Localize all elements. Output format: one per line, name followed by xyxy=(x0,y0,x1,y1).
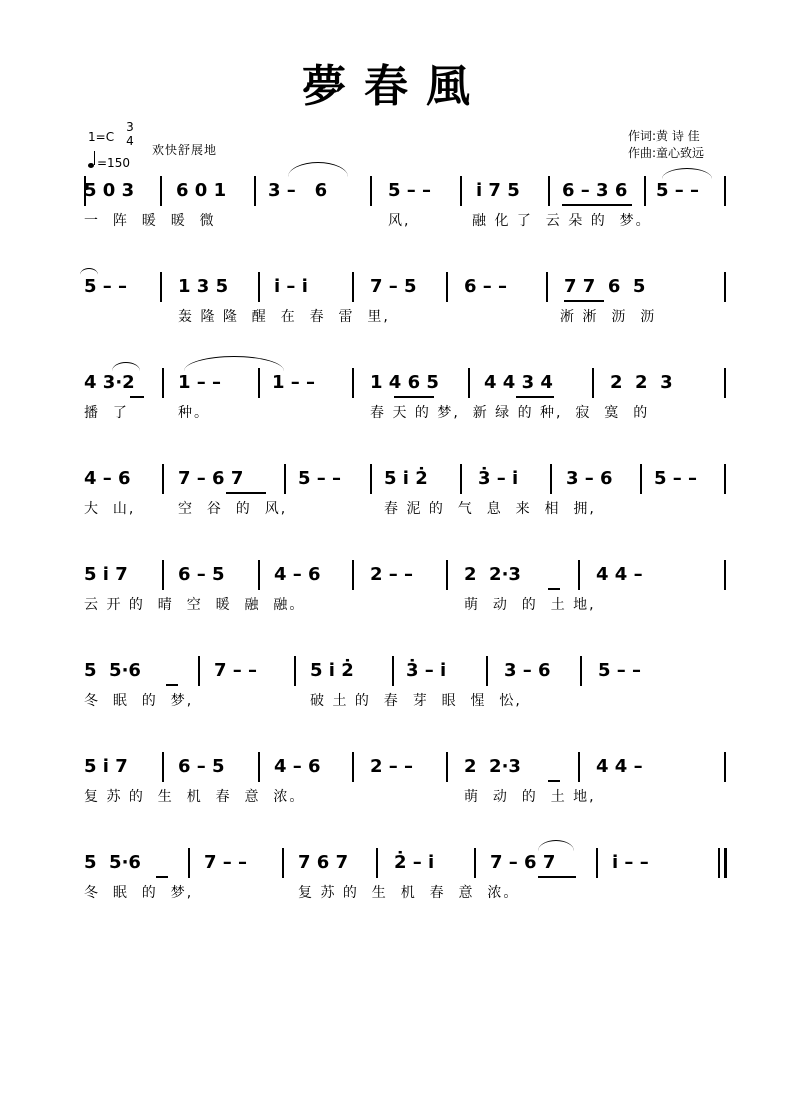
lyric: 播 了 xyxy=(84,405,129,421)
tie xyxy=(538,840,574,851)
lyric: 复 苏 的 生 机 春 意 浓。 xyxy=(298,885,520,901)
underline xyxy=(156,876,168,878)
measure: 7 – 6 7 xyxy=(178,468,244,489)
lyrics-row xyxy=(0,402,790,424)
lyric: 淅 淅 沥 沥 xyxy=(560,309,657,325)
song-title: 夢春風 xyxy=(302,61,488,112)
barline xyxy=(258,560,260,590)
measure: i̇ – – xyxy=(612,852,649,873)
measure: i̇ 7 5 xyxy=(476,180,520,201)
measure: 7 – 6 7 xyxy=(490,852,556,873)
credits xyxy=(628,128,704,162)
notes-row xyxy=(0,464,790,494)
measure: 2 2 3 xyxy=(610,372,673,393)
barline xyxy=(162,464,164,494)
measure: 6 0 1 xyxy=(176,180,227,201)
score-system-6 xyxy=(0,656,790,726)
measure: 5 i̇ 2̇ xyxy=(310,660,354,681)
tie xyxy=(80,268,98,275)
barline xyxy=(258,272,260,302)
time-signature-bottom: 4 xyxy=(126,134,134,148)
lyric: 大 山, xyxy=(84,501,136,517)
measure: 3̇ – i̇ xyxy=(478,468,519,489)
barline xyxy=(376,848,378,878)
tie xyxy=(662,168,712,179)
lyric: 融 化 了 云 朵 的 梦。 xyxy=(472,213,652,229)
score-system-7 xyxy=(0,752,790,822)
measure: 5 – – xyxy=(598,660,642,681)
measure: 1 4 6 5 xyxy=(370,372,439,393)
barline xyxy=(550,464,552,494)
measure: 2 2·3 xyxy=(464,756,521,777)
measure: 4 – 6 xyxy=(274,756,321,777)
measure: 6 – – xyxy=(464,276,508,297)
notes-row xyxy=(0,368,790,398)
score-system-8 xyxy=(0,848,790,918)
tie xyxy=(112,362,140,371)
underline xyxy=(394,396,434,398)
measure: 7 – – xyxy=(204,852,248,873)
measure: 5 – – xyxy=(388,180,432,201)
barline xyxy=(198,656,200,686)
score-system-2 xyxy=(0,272,790,342)
barline xyxy=(640,464,642,494)
barline xyxy=(548,176,550,206)
score-system-1 xyxy=(0,176,790,246)
tempo-value: =150 xyxy=(97,156,130,170)
lyric: 萌 动 的 土 地, xyxy=(464,789,596,805)
measure: 1 3 5 xyxy=(178,276,229,297)
measure: 5 – – xyxy=(654,468,698,489)
lyrics-row xyxy=(0,594,790,616)
notes-row xyxy=(0,656,790,686)
tempo-marking xyxy=(88,156,130,170)
measure: 5 – – xyxy=(84,276,128,297)
barline xyxy=(486,656,488,686)
barline xyxy=(352,368,354,398)
lyric: 冬 眠 的 梦, xyxy=(84,693,194,709)
barline xyxy=(352,752,354,782)
lyrics-row xyxy=(0,786,790,808)
barline xyxy=(592,368,594,398)
measure: 3̇ – i̇ xyxy=(406,660,447,681)
barline xyxy=(258,752,260,782)
lyric: 破 土 的 春 芽 眼 惺 忪, xyxy=(310,693,522,709)
notes-row xyxy=(0,272,790,302)
measure: 6 – 5 xyxy=(178,756,225,777)
lyrics-row xyxy=(0,306,790,328)
score-system-4 xyxy=(0,464,790,534)
barline xyxy=(718,848,720,878)
measure: 4 4 – xyxy=(596,756,643,777)
measure: 4 – 6 xyxy=(84,468,131,489)
barline xyxy=(724,752,726,782)
measure: 2̇ – i̇ xyxy=(394,852,435,873)
barline xyxy=(724,464,726,494)
lyric: 种。 xyxy=(178,405,210,421)
barline xyxy=(254,176,256,206)
barline xyxy=(460,176,462,206)
score-system-3 xyxy=(0,368,790,438)
underline xyxy=(130,396,144,398)
quarter-note-icon xyxy=(88,163,94,168)
measure: 4 3·2 xyxy=(84,372,135,393)
barline xyxy=(580,656,582,686)
measure: 4 4 3 4 xyxy=(484,372,553,393)
barline xyxy=(446,272,448,302)
lyrics-row xyxy=(0,498,790,520)
barline xyxy=(578,560,580,590)
barline xyxy=(352,272,354,302)
measure: 1 – – xyxy=(272,372,316,393)
measure: 6 – 5 xyxy=(178,564,225,585)
lyric: 春 泥 的 气 息 来 相 拥, xyxy=(384,501,596,517)
measure: 4 – 6 xyxy=(274,564,321,585)
measure: 4 4 – xyxy=(596,564,643,585)
lyrics-row xyxy=(0,690,790,712)
notes-row xyxy=(0,560,790,590)
underline xyxy=(562,204,632,206)
lyric: 冬 眠 的 梦, xyxy=(84,885,194,901)
barline xyxy=(596,848,598,878)
measure: 2 2·3 xyxy=(464,564,521,585)
barline xyxy=(370,176,372,206)
lyrics-row xyxy=(0,210,790,232)
lyric: 风, xyxy=(388,213,411,229)
underline xyxy=(564,300,604,302)
lyricist: 作词:黄 诗 佳 xyxy=(628,129,700,143)
barline xyxy=(644,176,646,206)
barline xyxy=(162,752,164,782)
measure: 7 – 5 xyxy=(370,276,417,297)
barline xyxy=(578,752,580,782)
notes-row xyxy=(0,848,790,878)
measure: 5 i̇ 7 xyxy=(84,756,128,777)
measure: 7 – – xyxy=(214,660,258,681)
key: 1=C xyxy=(88,130,115,144)
lyric: 空 谷 的 风, xyxy=(178,501,288,517)
underline xyxy=(166,684,178,686)
barline xyxy=(460,464,462,494)
measure: 2 – – xyxy=(370,564,414,585)
measure: 5 5·6 xyxy=(84,852,141,873)
lyric: 春 天 的 梦, 新 绿 的 种, 寂 寞 的 xyxy=(370,405,650,421)
barline xyxy=(188,848,190,878)
barline xyxy=(446,752,448,782)
measure: 5 i̇ 7 xyxy=(84,564,128,585)
lyric: 一 阵 暖 暖 微 xyxy=(84,213,216,229)
barline xyxy=(294,656,296,686)
measure: 2 – – xyxy=(370,756,414,777)
time-signature-top: 3 xyxy=(126,120,134,134)
notes-row xyxy=(0,176,790,206)
barline xyxy=(282,848,284,878)
underline xyxy=(516,396,554,398)
measure: 3 – 6 xyxy=(504,660,551,681)
underline xyxy=(226,492,266,494)
barline xyxy=(724,560,726,590)
measure: 3 – 6 xyxy=(566,468,613,489)
expression-marking: 欢快舒展地 xyxy=(152,143,218,157)
barline xyxy=(352,560,354,590)
notes-row xyxy=(0,752,790,782)
barline xyxy=(546,272,548,302)
measure: 5 5·6 xyxy=(84,660,141,681)
barline xyxy=(392,656,394,686)
barline xyxy=(468,368,470,398)
barline xyxy=(724,272,726,302)
composer: 作曲:童心致远 xyxy=(628,146,705,160)
lyrics-row xyxy=(0,882,790,904)
measure: 1 – – xyxy=(178,372,222,393)
lyric: 复 苏 的 生 机 春 意 浓。 xyxy=(84,789,306,805)
barline xyxy=(446,560,448,590)
barline xyxy=(370,464,372,494)
measure: 7 6 7 xyxy=(298,852,349,873)
measure: 5 – – xyxy=(298,468,342,489)
measure: 7 7 6 5 xyxy=(564,276,646,297)
barline xyxy=(162,368,164,398)
tie xyxy=(184,356,284,371)
measure: 5 0 3 xyxy=(84,180,135,201)
barline xyxy=(162,560,164,590)
barline xyxy=(160,272,162,302)
lyric: 云 开 的 晴 空 暖 融 融。 xyxy=(84,597,306,613)
lyric: 轰 隆 隆 醒 在 春 雷 里, xyxy=(178,309,390,325)
lyric: 萌 动 的 土 地, xyxy=(464,597,596,613)
measure: 3 – 6 xyxy=(268,180,328,201)
barline xyxy=(258,368,260,398)
time-signature xyxy=(124,120,136,148)
barline xyxy=(474,848,476,878)
barline xyxy=(724,368,726,398)
underline xyxy=(548,780,560,782)
underline xyxy=(538,876,576,878)
final-barline xyxy=(724,848,727,878)
barline xyxy=(724,176,726,206)
measure: 6 – 3 6 xyxy=(562,180,628,201)
barline xyxy=(160,176,162,206)
measure: i̇ – i̇ xyxy=(274,276,308,297)
underline xyxy=(548,588,560,590)
measure: 5 i̇ 2̇ xyxy=(384,468,428,489)
tie xyxy=(288,162,348,177)
measure: 5 – – xyxy=(656,180,700,201)
score-system-5 xyxy=(0,560,790,630)
barline xyxy=(284,464,286,494)
